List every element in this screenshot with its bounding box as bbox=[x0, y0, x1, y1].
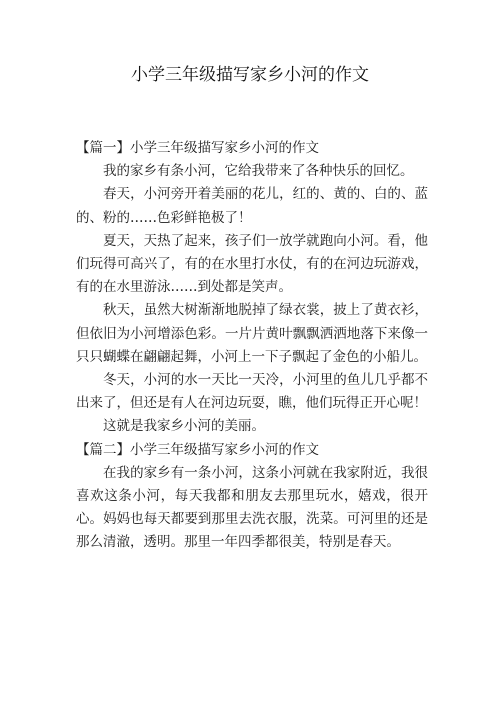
paragraph: 我的家乡有条小河，它给我带来了各种快乐的回忆。 bbox=[103, 163, 414, 180]
paragraph: 这就是我家乡小河的美丽。 bbox=[103, 418, 265, 435]
section-heading: 【篇一】小学三年级描写家乡小河的作文 bbox=[76, 140, 319, 156]
paragraph: 秋天，虽然大树渐渐地脱掉了绿衣裳，披上了黄衣衫，但依旧为小河增添色彩。一片片黄叶飘飘洒洒地落下来像一只只蝴蝶在翩翩起舞，小河上一下子飘起了金色的小船儿。 bbox=[76, 302, 428, 365]
section-heading: 【篇二】小学三年级描写家乡小河的作文 bbox=[76, 441, 319, 458]
paragraph: 在我的家乡有一条小河，这条小河就在我家附近，我很喜欢这条小河，每天我都和朋友去那里玩水，嬉戏，很开心。妈妈也每天都要到那里去洗衣服，洗菜。可河里的还是那么清澈，透明。那里一年四季都很美，特别是春天。 bbox=[76, 464, 428, 551]
paragraph: 冬天，小河的水一天比一天冷，小河里的鱼儿几乎都不出来了，但还是有人在河边玩耍，瞧，他们玩得正开心呢！ bbox=[76, 372, 428, 412]
paragraph: 夏天，天热了起来，孩子们一放学就跑向小河。看，他们玩得可高兴了，有的在水里打水仗，有的在河边玩游戏，有的在水里游泳……到处都是笑声。 bbox=[76, 232, 428, 296]
paragraph: 春天，小河旁开着美丽的花儿，红的、黄的、白的、蓝的、粉的……色彩鲜艳极了！ bbox=[76, 186, 428, 226]
document-title: 小学三年级描写家乡小河的作文 bbox=[131, 65, 369, 85]
document-body bbox=[76, 137, 428, 555]
